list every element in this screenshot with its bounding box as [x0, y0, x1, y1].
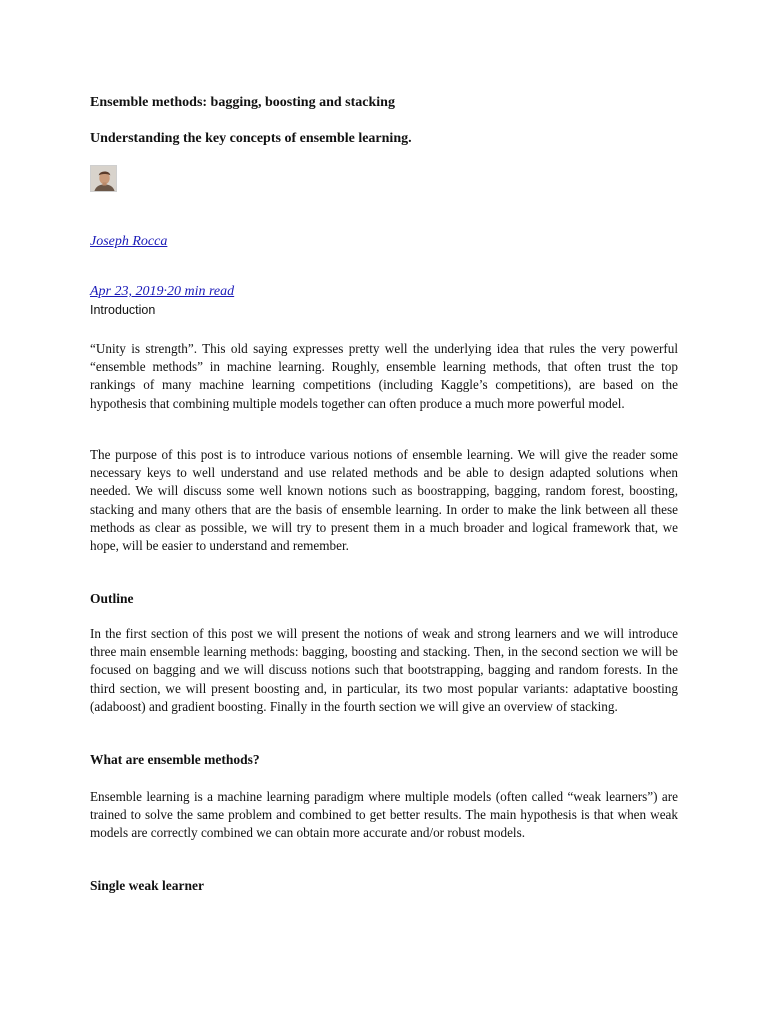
author-avatar[interactable]: [90, 165, 117, 192]
author-photo-icon: [91, 166, 117, 192]
article-subtitle: Understanding the key concepts of ensemble learning.: [90, 131, 412, 146]
article-title: Ensemble methods: bagging, boosting and stacking: [90, 95, 395, 110]
paragraph-intro: “Unity is strength”. This old saying expresses pretty well the underlying idea that rules the very powerful “ensemble methods” in machine learning. Roughly, ensemble learning methods, that often trust the top rankings of many machine learning competitions (including Kaggle’s competitions), are based on the hypothesis that combining multiple models together can often produce a much more powerful model.: [90, 341, 678, 411]
introduction-label: Introduction: [90, 303, 156, 317]
author-link[interactable]: Joseph Rocca: [90, 234, 168, 249]
ensemble-methods-heading: What are ensemble methods?: [90, 752, 260, 767]
paragraph-purpose: The purpose of this post is to introduce various notions of ensemble learning. We will give the reader some necessary keys to well understand and use related methods and be able to design adapted solutions when needed. We will discuss some well known notions such as boostrapping, bagging, random forest, boosting, stacking and many others that are the basis of ensemble learning. In order to make the link between all these methods as clear as possible, we will try to present them in a much broader and logical framework that, we hope, will be easier to understand and remember.: [90, 447, 678, 554]
publish-date-link[interactable]: Apr 23, 2019·20 min read: [90, 284, 235, 299]
outline-heading: Outline: [90, 591, 134, 606]
single-weak-learner-heading: Single weak learner: [90, 878, 204, 893]
paragraph-ensemble: Ensemble learning is a machine learning paradigm where multiple models (often called “weak learners”) are trained to solve the same problem and combined to get better results. The main hypothesis is that when weak models are correctly combined we can obtain more accurate and/or robust models.: [90, 789, 678, 841]
paragraph-outline: In the first section of this post we will present the notions of weak and strong learners and we will introduce three main ensemble learning methods: bagging, boosting and stacking. Then, in the second section we will be focused on bagging and we will discuss notions such that bootstrapping, bagging and random forests. In the third section, we will present boosting and, in particular, its two most popular variants: adaptative boosting (adaboost) and gradient boosting. Finally in the fourth section we will give an overview of stacking.: [90, 626, 678, 714]
